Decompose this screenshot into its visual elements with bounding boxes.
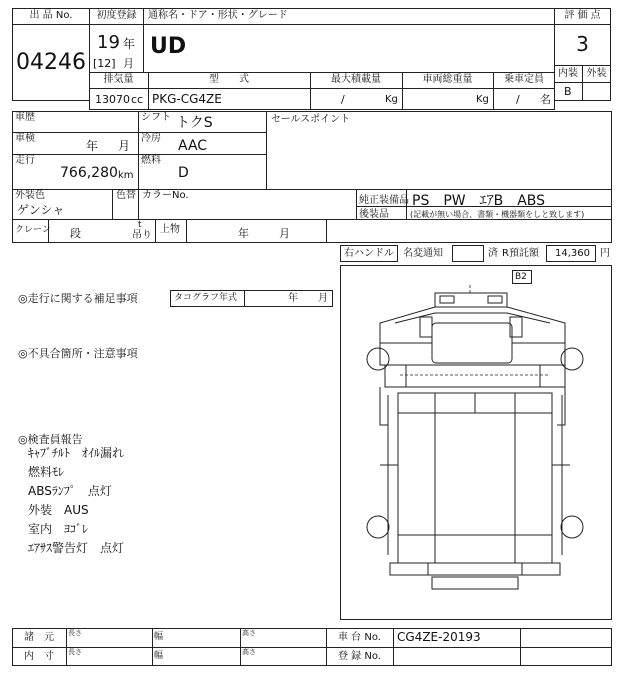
model-value: PKG-CG4ZE [152, 92, 222, 106]
aftermarket-note: (記載が無い場合、書類・機器類をしと致します) [410, 210, 585, 219]
inspection-month-unit: 月 [118, 139, 131, 153]
vehicle-name-label: 通称名・ドア・形状・グレード [148, 10, 288, 21]
width-label: 幅 [154, 632, 164, 642]
interior-grade: B [564, 85, 572, 98]
model-label: 型 式 [209, 74, 249, 85]
sales-point-label: セールスポイント [271, 114, 351, 125]
inner-label: 内 寸 [24, 651, 54, 662]
yen-unit: 円 [600, 248, 610, 259]
driving-notes-label: ◎走行に関する補足事項 [18, 292, 138, 305]
capacity-value: / [516, 93, 520, 106]
width-label-inner: 幅 [154, 651, 164, 661]
shift-label: シフト [141, 112, 171, 123]
gross-weight-label: 車両総重量 [422, 74, 473, 85]
height-label: 高さ [242, 629, 256, 637]
length-label-inner: 長さ [68, 648, 82, 656]
inspector-line: 燃料ﾓﾚ [28, 465, 65, 479]
upper-body-label: 上物 [160, 224, 180, 235]
inspector-line: 室内 ﾖｺﾞﾚ [28, 522, 89, 536]
displacement-value: 13070 [95, 93, 130, 106]
crane-t: t [138, 220, 142, 230]
mileage-label: 走行 [15, 155, 35, 166]
ac-label: 冷房 [141, 133, 161, 144]
first-reg-year: 19 [97, 32, 120, 53]
crane-lift-unit: 吊り [132, 230, 152, 241]
name-change-label: 名変通知 [403, 248, 443, 259]
upper-month-unit: 月 [279, 227, 290, 240]
capacity-label: 乗車定員 [504, 74, 544, 85]
first-reg-label: 初度登録 [96, 10, 137, 21]
height-label-inner: 高さ [242, 648, 256, 656]
exterior-label: 外装 [586, 68, 607, 79]
fuel-label: 燃料 [141, 155, 161, 166]
inspection-year-unit: 年 [86, 139, 99, 153]
equipment-label: 純正装備品 [359, 195, 409, 206]
displacement-unit: cc [131, 93, 144, 106]
right-hand-label: 右ハンドル [344, 248, 394, 259]
chassis-no-label: 車 台 No. [338, 632, 381, 643]
color-no-label: カラーNo. [142, 190, 189, 201]
tachograph-year-unit: 年 [288, 293, 298, 304]
delivered-mark: 済 [488, 248, 498, 259]
tachograph-month-unit: 月 [318, 293, 328, 304]
name-change-box [452, 245, 484, 262]
chassis-no-value: CG4ZE-20193 [397, 630, 481, 644]
inspector-line: ｴｱｻｽ警告灯 点灯 [28, 541, 125, 555]
fuel-value: D [178, 165, 189, 181]
spec-label: 諸 元 [24, 632, 54, 643]
vehicle-name: UD [150, 34, 187, 59]
shift-value: トクS [176, 115, 213, 131]
equipment-value: PS PW ｴｱB ABS [412, 193, 546, 209]
mileage-unit: km [118, 170, 134, 181]
rating-value: 3 [576, 32, 589, 56]
r-distance-label: R預託額 [502, 248, 539, 259]
tachograph-label: タコグラフ年式 [174, 293, 238, 303]
inspector-line: ｷｬﾌﾞﾁﾙﾄ ｵｲﾙ漏れ [28, 446, 125, 460]
lot-no-label: 出 品 No. [29, 10, 73, 21]
color-swap-label: 色替 [116, 190, 136, 201]
damage-code: B2 [515, 272, 527, 282]
first-reg-month: [12] [93, 57, 116, 70]
exterior-color-value: ゲンシャ [17, 203, 65, 217]
month-unit: 月 [123, 57, 134, 70]
interior-label: 内装 [558, 68, 578, 79]
year-unit: 年 [123, 37, 136, 51]
history-label: 車歴 [15, 112, 35, 123]
truck-diagram [340, 265, 612, 620]
rating-label: 評 価 点 [564, 10, 601, 21]
lot-number: 04246 [16, 50, 86, 75]
r-distance-value: 14,360 [555, 248, 590, 259]
exterior-color-label: 外装色 [15, 190, 45, 201]
crane-stage-unit: 段 [70, 227, 81, 240]
inspector-label: ◎検査員報告 [18, 433, 83, 446]
mileage-value: 766,280 [60, 165, 118, 181]
displacement-label: 排気量 [103, 74, 134, 85]
ac-value: AAC [178, 138, 208, 154]
max-load-label: 最大積載量 [331, 74, 381, 85]
gross-weight-unit: Kg [476, 94, 489, 105]
inspector-line: 外装 AUS [28, 503, 89, 517]
reg-no-label: 登 録 No. [338, 651, 381, 662]
capacity-unit: 名 [540, 93, 551, 106]
inspection-label: 車検 [15, 133, 35, 144]
upper-year-unit: 年 [238, 227, 249, 240]
crane-label: クレーン [15, 225, 51, 235]
max-load-unit: Kg [385, 94, 398, 105]
inspector-line: ABSﾗﾝﾌﾟ 点灯 [28, 484, 112, 498]
length-label: 長さ [68, 629, 82, 637]
aftermarket-label: 後装品 [359, 209, 389, 220]
max-load-value: / [341, 93, 345, 106]
first-reg-month-value: 12 [97, 57, 112, 70]
defects-label: ◎不具合箇所・注意事項 [18, 347, 138, 360]
